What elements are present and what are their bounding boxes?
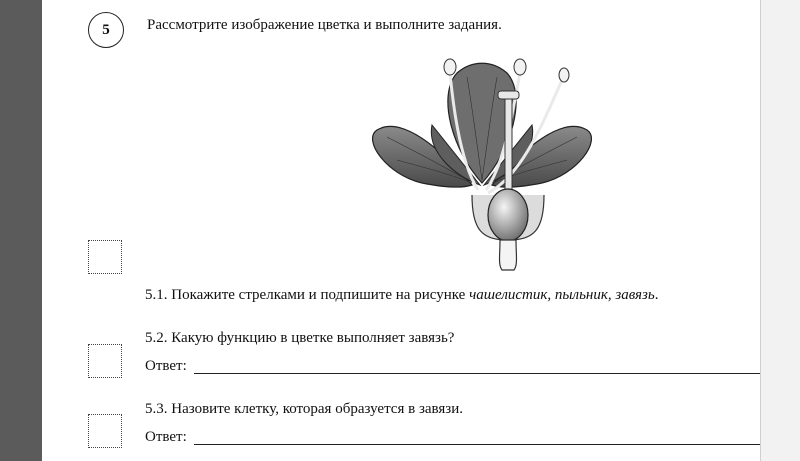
answer-label-5-3: Ответ: [145, 429, 187, 445]
answer-field-5-3[interactable] [194, 444, 760, 445]
flower-stalk [500, 240, 517, 270]
task-number: 5 [102, 21, 110, 38]
question-5-1-period: . [654, 287, 659, 303]
anther [444, 59, 456, 75]
task-number-circle [88, 12, 124, 48]
anther [559, 68, 569, 82]
score-box [88, 240, 122, 274]
pistil-style [505, 97, 512, 192]
flower-illustration [332, 55, 612, 275]
stigma [498, 91, 519, 99]
answer-field-5-2[interactable] [194, 373, 760, 374]
worksheet-page [42, 0, 760, 461]
question-5-2: 5.2. Какую функцию в цветке выполняет завязь? [145, 330, 455, 346]
ovary [488, 189, 528, 241]
page-edge [760, 0, 800, 461]
question-5-1 [145, 287, 658, 304]
score-box [88, 344, 122, 378]
score-box [88, 414, 122, 448]
task-intro: Рассмотрите изображение цветка и выполните задания. [147, 17, 502, 33]
question-5-1-terms: чашелистик, пыльник, завязь [469, 287, 655, 303]
anther [514, 59, 526, 75]
answer-label-5-2: Ответ: [145, 358, 187, 374]
question-5-3: 5.3. Назовите клетку, которая образуется в завязи. [145, 401, 464, 417]
question-5-1-text: 5.1. Покажите стрелками и подпишите на рисунке [145, 287, 470, 303]
